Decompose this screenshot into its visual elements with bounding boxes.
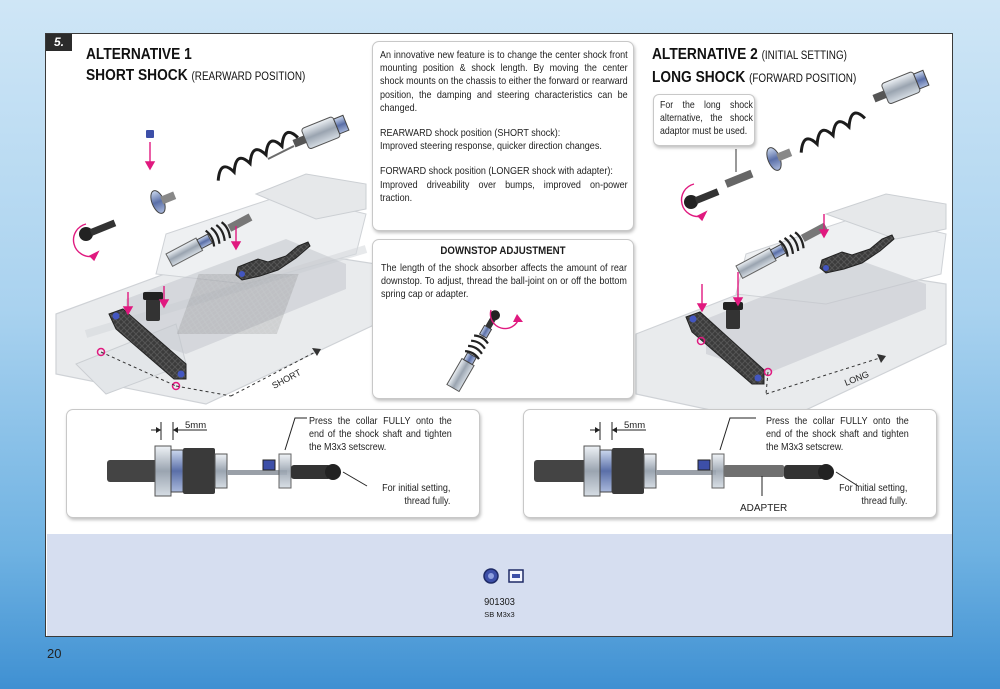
detail-box-left <box>66 409 480 518</box>
info-fwd-text: Improved driveability over bumps, improved on-power traction. <box>380 178 628 204</box>
alt1-subtitle: SHORT SHOCK (REARWARD POSITION) <box>86 67 306 84</box>
part-name: SB M3x3 <box>484 610 515 619</box>
detail-left-thread-note: For initial setting, thread fully. <box>382 482 451 508</box>
info-fwd-title: FORWARD shock position (LONGER shock with adapter): <box>380 165 613 178</box>
left-chassis <box>56 174 376 404</box>
right-mount-post <box>723 302 743 329</box>
info-rear-text: Improved steering response, quicker direction changes. <box>380 140 602 153</box>
alt2-title: ALTERNATIVE 2 (INITIAL SETTING) <box>652 46 847 63</box>
downstop-box <box>372 239 634 399</box>
right-chassis <box>636 194 946 424</box>
info-intro: An innovative new feature is to change the center shock front mounting position & shock length. By moving the center shock mounts on the chassis to either the forward or rearward position, the damping and steering characteristics can be changed. <box>380 49 628 114</box>
parts-band <box>47 534 952 636</box>
info-box <box>372 41 634 231</box>
alt2-callout <box>653 94 755 146</box>
adapter-label: ADAPTER <box>740 503 788 514</box>
instruction-page <box>45 33 953 637</box>
info-rear-title: REARWARD shock position (SHORT shock): <box>380 127 561 140</box>
part-number: 901303 <box>484 596 515 608</box>
page-number: 20 <box>47 646 62 661</box>
left-mount-post <box>143 292 163 321</box>
downstop-title: DOWNSTOP ADJUSTMENT <box>440 245 566 257</box>
step-number: 5. <box>46 34 72 51</box>
detail-right-dimension: 5mm <box>624 420 646 431</box>
downstop-text: The length of the shock absorber affects the amount of rear downstop. To adjust, thread the ball-joint on or off the bottom spring cap or adapter. <box>381 262 627 301</box>
alt2-callout-text: For the long shock alternative, the shock adaptor must be used. <box>660 100 753 137</box>
detail-right-thread-note: For initial setting, thread fully. <box>839 482 908 508</box>
downstop-shock-illustration <box>373 300 635 400</box>
parts-icons <box>481 566 541 586</box>
detail-left-collar-note: Press the collar FULLY onto the end of the shock shaft and tighten the M3x3 setscrew. <box>309 415 452 454</box>
detail-right-collar-note: Press the collar FULLY onto the end of the shock shaft and tighten the M3x3 setscrew. <box>766 415 909 454</box>
alt2-subtitle: LONG SHOCK (FORWARD POSITION) <box>652 69 857 86</box>
detail-left-dimension: 5mm <box>185 420 207 431</box>
detail-box-right <box>523 409 937 518</box>
short-arrow-label: SHORT <box>270 367 303 391</box>
long-arrow-label: LONG <box>843 369 871 388</box>
alt1-title: ALTERNATIVE 1 <box>86 46 192 63</box>
